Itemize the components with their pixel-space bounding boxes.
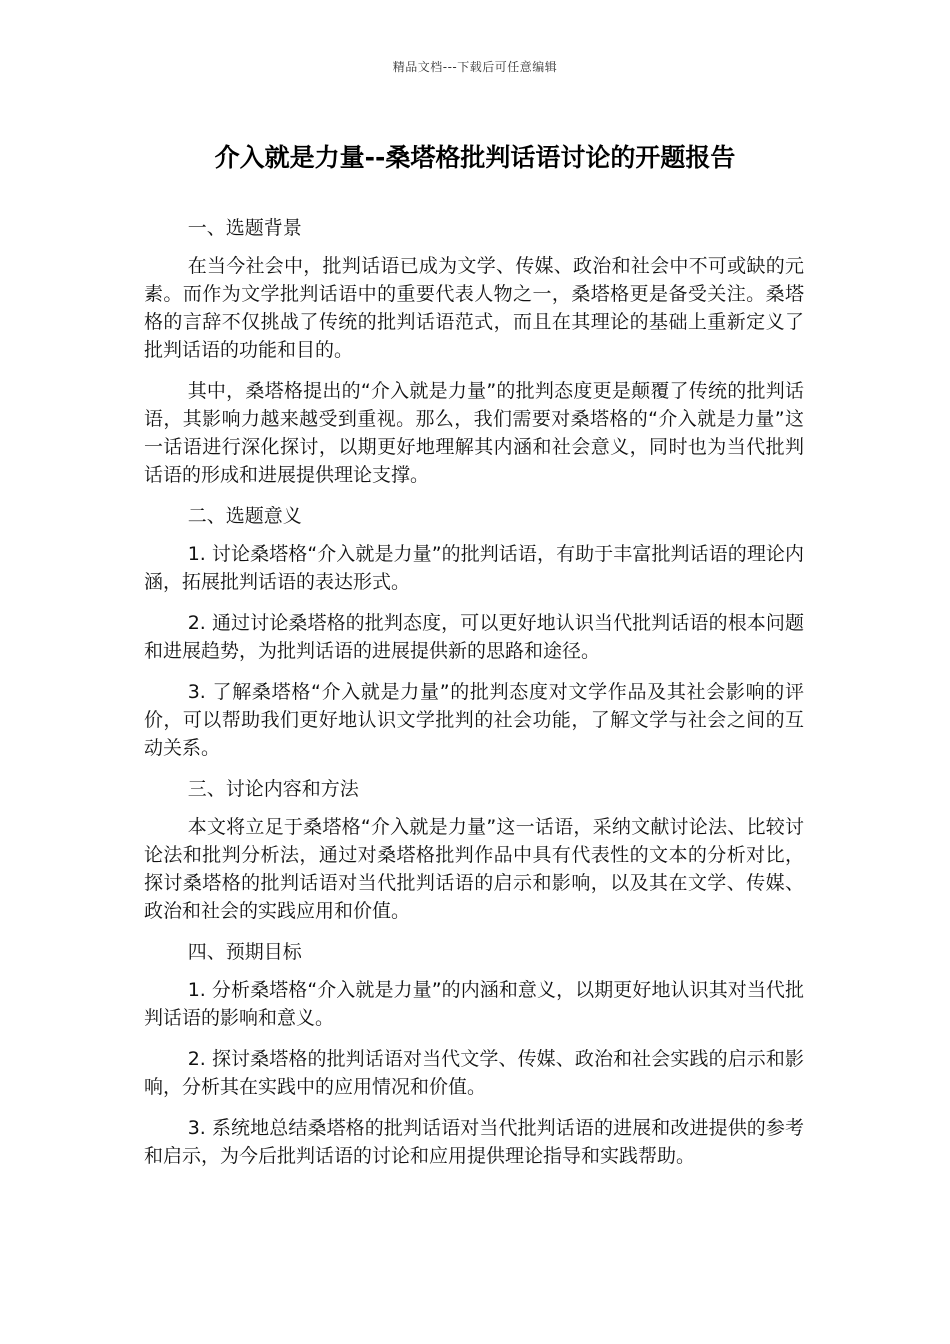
section-heading-content-method: 三、讨论内容和方法 [187,778,359,800]
section-heading-significance: 二、选题意义 [187,505,302,527]
paragraph: 1. 分析桑塔格“介入就是力量”的内涵和意义，以期更好地认识其对当代批判话语的影响和意义。 [144,979,804,1029]
paragraph: 2. 通过讨论桑塔格的批判态度，可以更好地认识当代批判话语的根本问题和进展趋势，为批判话语的进展提供新的思路和途径。 [144,612,804,662]
paragraph: 其中，桑塔格提出的“介入就是力量”的批判态度更是颠覆了传统的批判话语，其影响力越来越受到重视。那么，我们需要对桑塔格的“介入就是力量”这一话语进行深化探讨，以期更好地理解其内涵和社会意义，同时也为当代批判话语的形成和进展提供理论支撑。 [144,380,804,486]
paragraph: 本文将立足于桑塔格“介入就是力量”这一话语，采纳文献讨论法、比较讨论法和批判分析法，通过对桑塔格批判作品中具有代表性的文本的分析对比，探讨桑塔格的批判话语对当代批判话语的启示和影响，以及其在文学、传媒、政治和社会的实践应用和价值。 [144,816,804,922]
paragraph: 3. 了解桑塔格“介入就是力量”的批判态度对文学作品及其社会影响的评价，可以帮助我们更好地认识文学批判的社会功能，了解文学与社会之间的互动关系。 [144,681,804,759]
section-heading-goals: 四、预期目标 [187,941,302,963]
paragraph: 3. 系统地总结桑塔格的批判话语对当代批判话语的进展和改进提供的参考和启示，为今后批判话语的讨论和应用提供理论指导和实践帮助。 [144,1117,804,1167]
paragraph: 1. 讨论桑塔格“介入就是力量”的批判话语，有助于丰富批判话语的理论内涵，拓展批判话语的表达形式。 [144,543,804,593]
paragraph: 2. 探讨桑塔格的批判话语对当代文学、传媒、政治和社会实践的启示和影响，分析其在实践中的应用情况和价值。 [144,1048,804,1098]
document-body [144,214,804,1183]
paragraph: 在当今社会中，批判话语已成为文学、传媒、政治和社会中不可或缺的元素。而作为文学批判话语中的重要代表人物之一，桑塔格更是备受关注。桑塔格的言辞不仅挑战了传统的批判话语范式，而且在其理论的基础上重新定义了批判话语的功能和目的。 [144,255,804,361]
page-header: 精品文档---下载后可任意编辑 [392,60,558,74]
section-heading-background: 一、选题背景 [187,217,302,239]
document-title: 介入就是力量--桑塔格批判话语讨论的开题报告 [214,143,736,172]
